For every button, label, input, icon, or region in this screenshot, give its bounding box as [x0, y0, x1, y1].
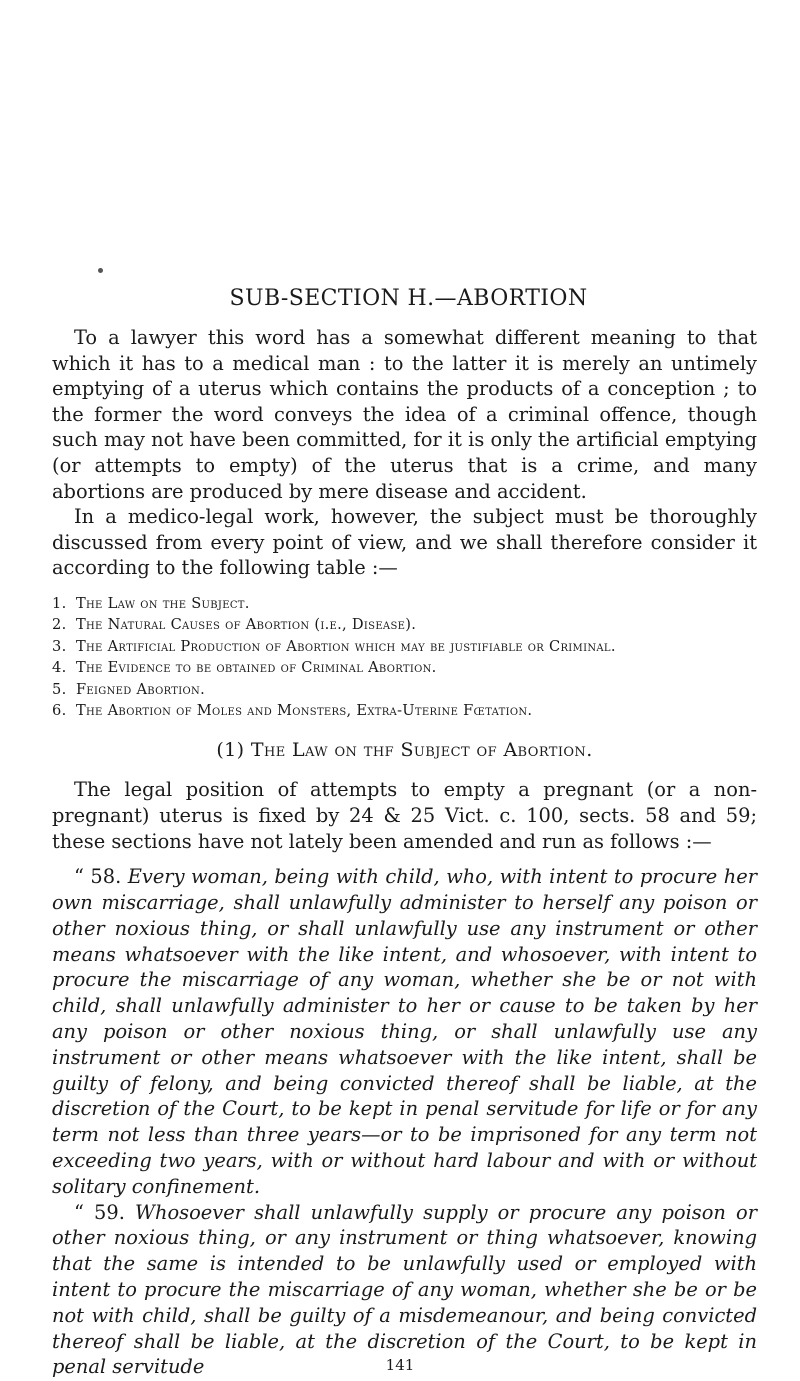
law-subheading: (1) The Law on thf Subject of Abortion. [216, 739, 593, 762]
law-paragraph: The legal position of attempts to empty a pregnant (or a non-pregnant) uterus is fixed by 24 & 25 Vict. c. 100, sects. 58 and 59; these sections have not lately been amended and run as follows :— [52, 778, 757, 853]
statute-text: Every woman, being with child, who, with intent to procure her own miscarriage, shall unlawfully administer to herself any poison or other noxious thing, or shall unlawfully use any instrument or other means whatsoever with the like intent, and whosoever, with intent to procure the miscarriage of any woman, whether she be or not with child, shall unlawfully administer to her or cause to be taken by her any poison or other noxious thing, or shall unlawfully use any instrument or other means whatsoever with the like intent, shall be guilty of felony, and being convicted thereof shall be liable, at the discretion of the Court, to be kept in penal servitude for life or for any term not less than three years—or to be imprisoned for any term not exceeding two years, with or without hard labour and with or without solitary confinement. [52, 865, 757, 1198]
table-item: 3. The Artificial Production of Abortion which may be justifiable or Criminal. [52, 637, 616, 655]
table-item: 5. Feigned Abortion. [52, 680, 206, 698]
section-title: SUB-SECTION H.—ABORTION [229, 286, 588, 311]
table-item: 6. The Abortion of Moles and Monsters, Extra-Uterine Fœtation. [52, 701, 533, 719]
ink-speck [98, 268, 103, 273]
statute-text: Whosoever shall unlawfully supply or procure any poison or other noxious thing, or any instrument or thing whatsoever, knowing that the same is intended to be unlawfully used or employed with intent to procure the miscarriage of any woman, whether she be or be not with child, shall be guilty of a misdemeanour, and being convicted thereof shall be liable, at the discretion of the Court, to be kept in penal servitude [52, 1200, 757, 1379]
table-item: 4. The Evidence to be obtained of Criminal Abortion. [52, 659, 437, 677]
statute-number: “ 58. [74, 865, 122, 889]
page-number: 141 [385, 1356, 415, 1374]
intro-paragraph: To a lawyer this word has a somewhat different meaning to that which it has to a medical man : to the latter it is merely an untimely emptying of a uterus which contains the products of a conception ; to the former the word conveys the idea of a criminal offence, though such may not have been committed, for it is only the artificial emptying (or attempts to empty) of the uterus that is a crime, and many abortions are produced by mere disease and accident. [52, 326, 757, 503]
statute-58 [52, 864, 757, 1199]
statute-number: “ 59. [74, 1200, 125, 1224]
statute-59 [52, 1200, 757, 1381]
page-body [52, 286, 757, 1380]
table-item: 1. The Law on the Subject. [52, 594, 250, 612]
method-paragraph: In a medico-legal work, however, the subject must be thoroughly discussed from every point of view, and we shall therefore consider it according to the following table :— [52, 505, 757, 580]
contents-table [52, 593, 757, 721]
table-item: 2. The Natural Causes of Abortion (i.e., Disease). [52, 616, 417, 634]
